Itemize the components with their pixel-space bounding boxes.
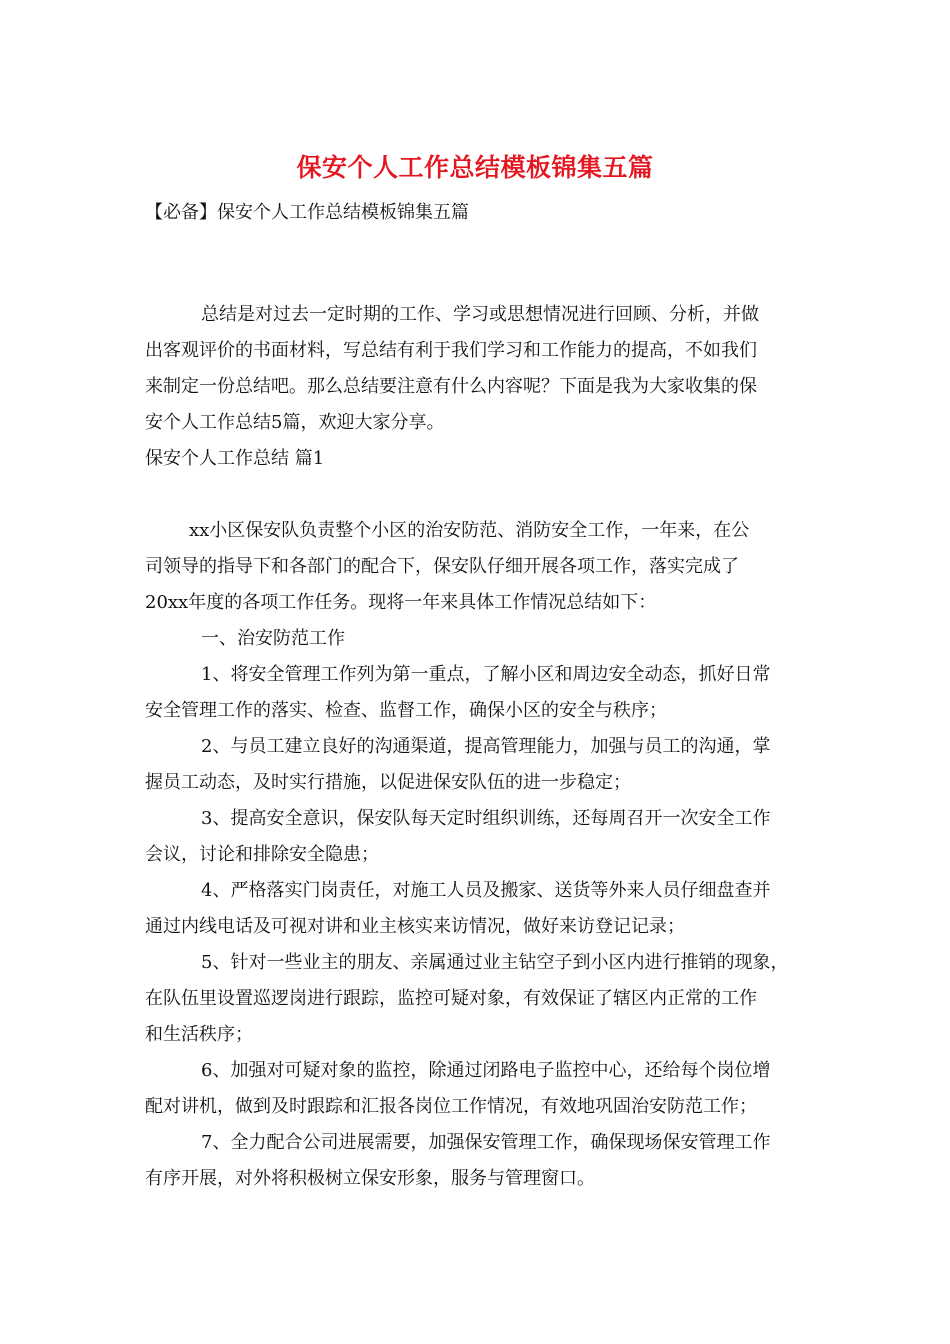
list-item-line: 2、与员工建立良好的沟通渠道，提高管理能力，加强与员工的沟通，掌 — [201, 736, 771, 757]
list-item — [145, 873, 810, 945]
intro-line: 安个人工作总结5篇，欢迎大家分享。 — [145, 412, 445, 433]
overview-paragraph — [145, 513, 810, 621]
list-item — [145, 657, 810, 729]
list-item-line: 有序开展，对外将积极树立保安形象，服务与管理窗口。 — [145, 1168, 595, 1189]
intro-paragraph — [145, 297, 810, 441]
document-subtitle: 【必备】保安个人工作总结模板锦集五篇 — [145, 202, 469, 223]
intro-line: 出客观评价的书面材料，写总结有利于我们学习和工作能力的提高，不如我们 — [145, 340, 757, 361]
list-item-line: 在队伍里设置巡逻岗进行跟踪，监控可疑对象，有效保证了辖区内正常的工作 — [145, 988, 757, 1009]
list-item-line: 安全管理工作的落实、检查、监督工作，确保小区的安全与秩序； — [145, 700, 667, 721]
list-item — [145, 945, 810, 1053]
list-item-line: 3、提高安全意识，保安队每天定时组织训练，还每周召开一次安全工作 — [201, 808, 771, 829]
spacer — [145, 477, 810, 513]
list-item-line: 1、将安全管理工作列为第一重点，了解小区和周边安全动态，抓好日常 — [201, 664, 771, 685]
section-heading: 保安个人工作总结 篇1 — [145, 448, 325, 469]
list-item — [145, 1053, 810, 1125]
document-body — [145, 297, 810, 1197]
document-title: 保安个人工作总结模板锦集五篇 — [296, 153, 654, 182]
list-item-line: 通过内线电话及可视对讲和业主核实来访情况，做好来访登记记录； — [145, 916, 685, 937]
list-item — [145, 801, 810, 873]
list-item-line: 4、严格落实门岗责任，对施工人员及搬家、送货等外来人员仔细盘查并 — [201, 880, 771, 901]
paragraph-line: 20xx年度的各项工作任务。现将一年来具体工作情况总结如下： — [145, 592, 657, 613]
list-item-line: 5、针对一些业主的朋友、亲属通过业主钻空子到小区内进行推销的现象， — [201, 952, 789, 973]
intro-line: 总结是对过去一定时期的工作、学习或思想情况进行回顾、分析，并做 — [201, 304, 759, 325]
list-item-line: 握员工动态，及时实行措施，以促进保安队伍的进一步稳定； — [145, 772, 631, 793]
list-item-line: 会议，讨论和排除安全隐患； — [145, 844, 379, 865]
list-item — [145, 1125, 810, 1197]
list-item-line: 7、全力配合公司进展需要，加强保安管理工作，确保现场保安管理工作 — [201, 1132, 771, 1153]
list-item-line: 和生活秩序； — [145, 1024, 253, 1045]
list-item — [145, 729, 810, 801]
paragraph-line: xx小区保安队负责整个小区的治安防范、消防安全工作，一年来，在公 — [189, 520, 750, 541]
paragraph-line: 司领导的指导下和各部门的配合下，保安队仔细开展各项工作，落实完成了 — [145, 556, 739, 577]
list-item-line: 配对讲机，做到及时跟踪和汇报各岗位工作情况，有效地巩固治安防范工作； — [145, 1096, 757, 1117]
intro-line: 来制定一份总结吧。那么总结要注意有什么内容呢？下面是我为大家收集的保 — [145, 376, 757, 397]
list-item-line: 6、加强对可疑对象的监控，除通过闭路电子监控中心，还给每个岗位增 — [201, 1060, 771, 1081]
subheading: 一、治安防范工作 — [201, 628, 345, 649]
